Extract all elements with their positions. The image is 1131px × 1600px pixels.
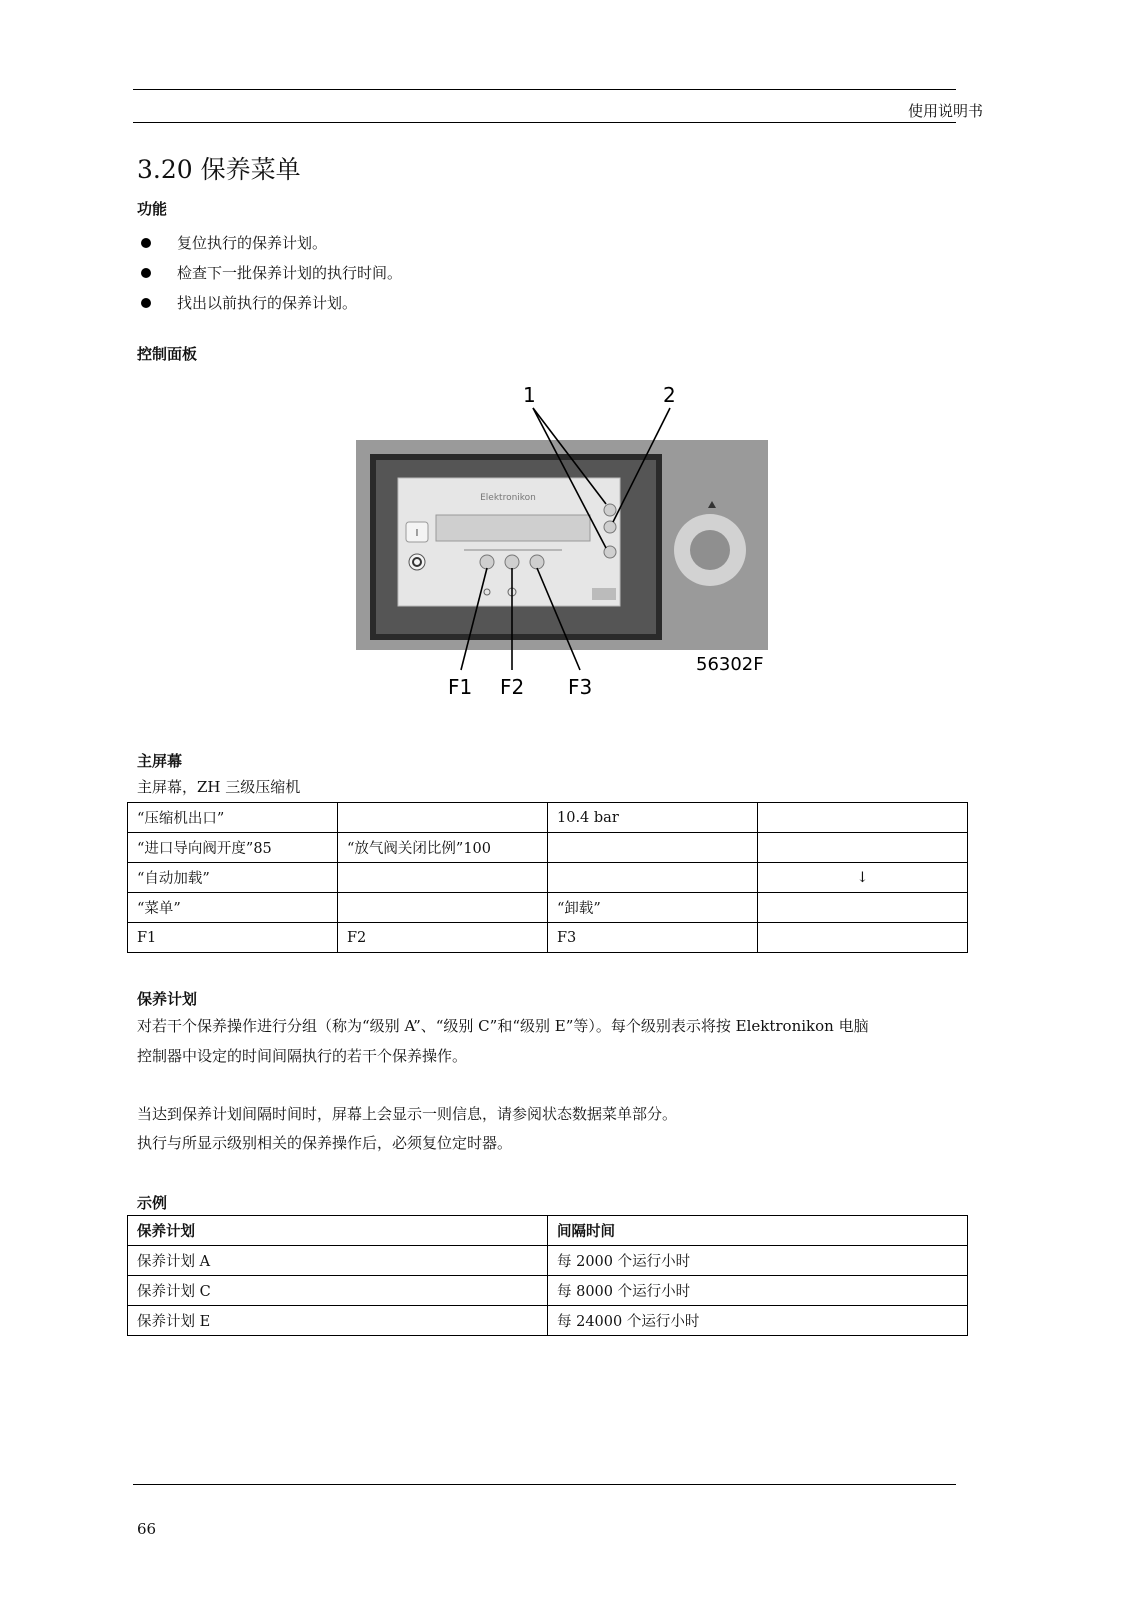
bullet-icon <box>141 298 151 308</box>
main-screen-heading: 主屏幕 <box>137 752 183 770</box>
page-number: 66 <box>137 1520 157 1538</box>
column-header: 保养计划 <box>128 1216 548 1246</box>
control-panel-figure <box>340 370 820 715</box>
header-bottom-rule <box>133 122 956 123</box>
callout-f2: F2 <box>500 675 525 699</box>
scroll-up-key[interactable] <box>604 504 616 516</box>
table-cell: F2 <box>338 923 548 953</box>
main-screen-table <box>127 802 968 953</box>
enter-key[interactable] <box>604 521 616 533</box>
list-item: 检查下一批保养计划的执行时间。 <box>137 258 402 288</box>
example-table <box>127 1215 968 1336</box>
table-row <box>128 833 968 863</box>
table-cell: F3 <box>548 923 758 953</box>
example-heading: 示例 <box>137 1194 168 1212</box>
table-cell <box>338 893 548 923</box>
table-cell: “卸载” <box>548 893 758 923</box>
header-top-rule <box>133 89 956 90</box>
table-header-row <box>128 1216 968 1246</box>
table-cell: “自动加载” <box>128 863 338 893</box>
table-cell <box>548 863 758 893</box>
section-title: 3.20 保养菜单 <box>137 155 301 184</box>
table-cell: 每 8000 个运行小时 <box>548 1276 968 1306</box>
maintenance-plan-para1-line2: 控制器中设定的时间间隔执行的若干个保养操作。 <box>137 1047 468 1065</box>
table-row <box>128 923 968 953</box>
function-heading: 功能 <box>137 200 168 218</box>
f2-key[interactable] <box>505 555 519 569</box>
table-cell: 10.4 bar <box>548 803 758 833</box>
f1-key[interactable] <box>480 555 494 569</box>
table-row <box>128 803 968 833</box>
header-title: 使用说明书 <box>907 102 983 120</box>
footer-rule <box>133 1484 956 1485</box>
table-cell-arrow: ↓ <box>758 863 968 893</box>
table-cell: 保养计划 C <box>128 1276 548 1306</box>
table-cell <box>548 833 758 863</box>
callout-1: 1 <box>523 383 536 407</box>
table-cell <box>338 803 548 833</box>
table-cell <box>758 923 968 953</box>
table-cell: 保养计划 E <box>128 1306 548 1336</box>
table-cell: 每 2000 个运行小时 <box>548 1246 968 1276</box>
table-cell: “放气阀关闭比例”100 <box>338 833 548 863</box>
table-row <box>128 893 968 923</box>
table-cell <box>758 833 968 863</box>
column-header: 间隔时间 <box>548 1216 968 1246</box>
callout-f3: F3 <box>568 675 593 699</box>
main-screen-caption: 主屏幕，ZH 三级压缩机 <box>137 778 301 796</box>
maintenance-plan-para2-line2: 执行与所显示级别相关的保养操作后，必须复位定时器。 <box>137 1134 513 1152</box>
logo-icon <box>592 588 616 600</box>
bullet-icon <box>141 268 151 278</box>
table-row <box>128 863 968 893</box>
table-cell: “进口导向阀开度”85 <box>128 833 338 863</box>
stop-button[interactable] <box>409 554 425 570</box>
maintenance-plan-para1-line1: 对若干个保养操作进行分组（称为“级别 A”、“级别 C”和“级别 E”等）。每个级别表示将按 Elektronikon 电脑 <box>137 1017 869 1035</box>
table-row <box>128 1276 968 1306</box>
maintenance-plan-heading: 保养计划 <box>137 990 198 1008</box>
table-cell: “菜单” <box>128 893 338 923</box>
lcd-display <box>436 515 590 541</box>
svg-text:I: I <box>415 528 419 539</box>
table-cell: F1 <box>128 923 338 953</box>
image-code: 56302F <box>696 654 764 675</box>
table-row <box>128 1246 968 1276</box>
table-cell: “压缩机出口” <box>128 803 338 833</box>
list-item: 复位执行的保养计划。 <box>137 228 402 258</box>
f3-key[interactable] <box>530 555 544 569</box>
table-cell <box>758 803 968 833</box>
table-cell: 保养计划 A <box>128 1246 548 1276</box>
function-list <box>137 228 402 318</box>
list-item: 找出以前执行的保养计划。 <box>137 288 402 318</box>
table-row <box>128 1306 968 1336</box>
table-cell: 每 24000 个运行小时 <box>548 1306 968 1336</box>
maintenance-plan-para2-line1: 当达到保养计划间隔时间时，屏幕上会显示一则信息，请参阅状态数据菜单部分。 <box>137 1105 678 1123</box>
table-cell <box>758 893 968 923</box>
brand-label: Elektronikon <box>480 493 536 503</box>
control-panel-heading: 控制面板 <box>137 345 198 363</box>
emergency-stop-button[interactable] <box>690 530 730 570</box>
callout-f1: F1 <box>448 675 473 699</box>
callout-2: 2 <box>663 383 676 407</box>
bullet-icon <box>141 238 151 248</box>
table-cell <box>338 863 548 893</box>
